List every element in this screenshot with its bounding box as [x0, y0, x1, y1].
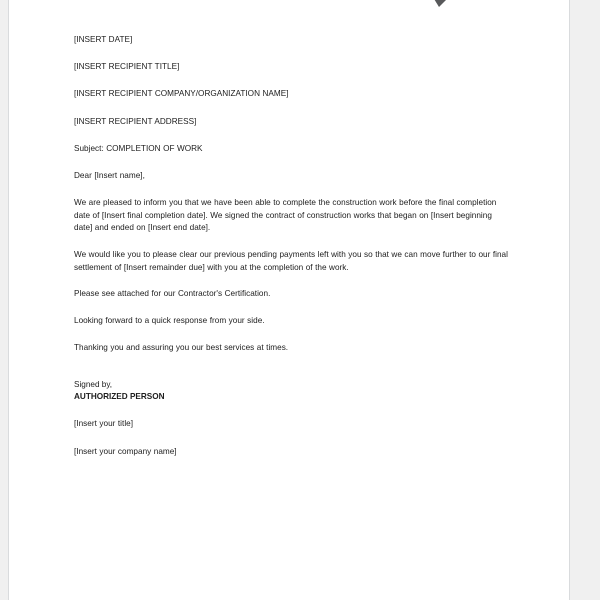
recipient-company-line: [INSERT RECIPIENT COMPANY/ORGANIZATION NAME] — [74, 89, 289, 99]
body-paragraph-3: Please see attached for our Contractor's Certification. — [74, 289, 271, 299]
subject-line: Subject: COMPLETION OF WORK — [74, 143, 203, 153]
salutation-line: Dear [Insert name], — [74, 170, 145, 180]
signer-title-placeholder: [Insert your title] — [74, 419, 134, 429]
body-paragraph-1: We are pleased to inform you that we have been able to complete the construction work before the final completion date of [Insert final completion date]. We signed the contract of construction works that began on [Insert beginning date] and ended on [Insert end date]. — [74, 198, 497, 233]
recipient-title-line: [INSERT RECIPIENT TITLE] — [74, 62, 180, 72]
signature-block — [74, 379, 509, 404]
recipient-address-line: [INSERT RECIPIENT ADDRESS] — [74, 116, 197, 126]
letter-content — [74, 34, 509, 473]
body-paragraph-4: Looking forward to a quick response from your side. — [74, 316, 265, 326]
body-paragraph-2: We would like you to please clear our previous pending payments left with you so that we can move further to our final settlement of [Insert remainder due] with you at the completion of the work. — [74, 250, 508, 272]
authorized-person-name: AUTHORIZED PERSON — [74, 392, 165, 402]
signer-company-placeholder: [Insert your company name] — [74, 446, 177, 456]
document-page — [8, 0, 570, 600]
body-paragraph-5: Thanking you and assuring you our best services at times. — [74, 343, 289, 353]
signed-by-label: Signed by, — [74, 379, 113, 389]
recipient-date-line: [INSERT DATE] — [74, 35, 133, 44]
